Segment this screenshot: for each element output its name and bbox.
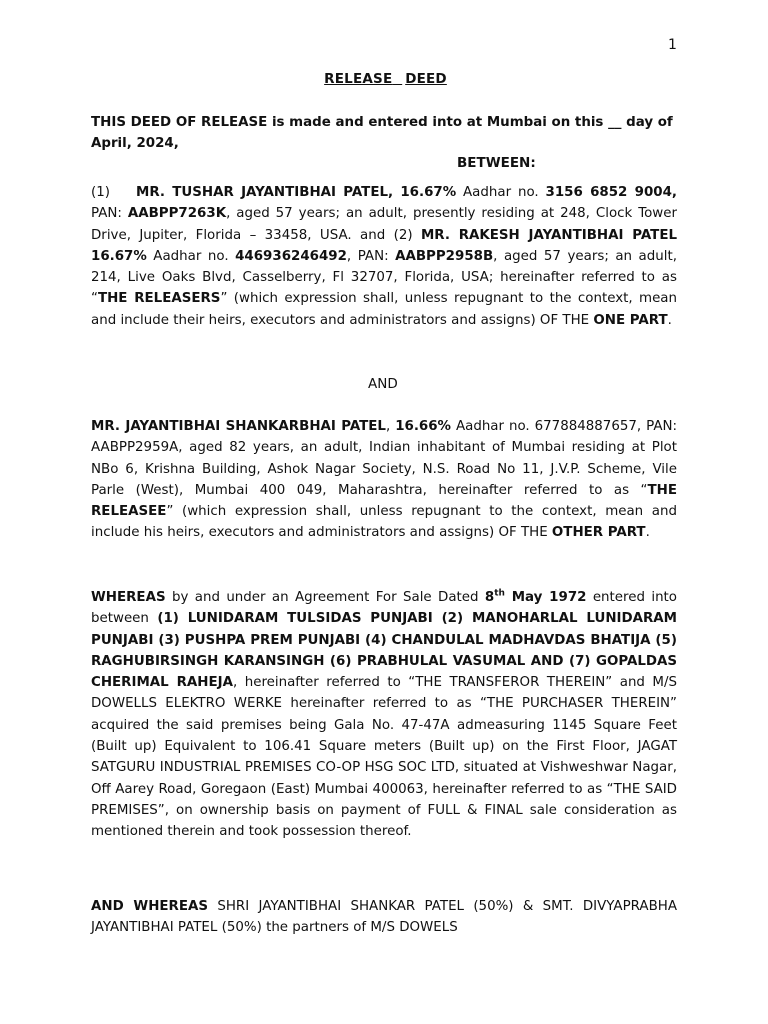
p3-text-2: entered into between — [91, 590, 678, 627]
intro-paragraph: THIS DEED OF RELEASE is made and entered into at Mumbai on this __ day of April, 2024, — [91, 115, 673, 152]
releaser-2-pan: AABPP2958B — [395, 248, 494, 264]
title-word-deed: DEED — [405, 71, 447, 87]
p2-text-4: . — [645, 525, 650, 541]
and-whereas-label: AND WHEREAS — [91, 899, 209, 914]
p4-text-1: SHRI JAYANTIBHAI SHANKAR PATEL (50%) & SMT. DIVYAPRABHA JAYANTIBHAI PATEL (50%) the partners of M/S DOWELS — [91, 899, 677, 936]
p1-text-5: , PAN: — [346, 248, 396, 264]
page-number: 1 — [668, 37, 677, 53]
releaser-2-aadhar: 446936246492 — [235, 248, 347, 264]
p1-text-4: Aadhar no. — [146, 248, 236, 264]
p3-text-1: by and under an Agreement For Sale Dated — [165, 590, 485, 605]
party-number: (1) — [91, 185, 110, 200]
date-month-year: May 1972 — [504, 590, 587, 605]
p2-text-2: Aadhar no. 677884887657, PAN: AABPP2959A, aged 82 years, an adult, Indian inhabitant of Mumbai residing at Plot NBo 6, Krishna Building, Ashok Nagar Society, N.S. Road No 11, J.V.P. Scheme, Vile Parle (West), Mumbai 400 049, Maharashtra, hereinafter referred to as “ — [91, 419, 678, 498]
and-label: AND — [368, 376, 398, 392]
whereas-paragraph — [91, 587, 677, 843]
p3-text-3: , hereinafter referred to “THE TRANSFEROR THEREIN” and M/S DOWELLS ELEKTRO WERKE hereinafter referred to as “THE PURCHASER THEREIN” acquired the said premises being Gala No. 47-47A admeasuring 1145 Square Feet (Built up) Equivalent to 106.41 Square meters (Built up) on the First Floor, JAGAT SATGURU INDUSTRIAL PREMISES CO-OP HSG SOC LTD, situated at Vishweshwar Nagar, Off Aarey Road, Goregaon (East) Mumbai 400063, hereinafter referred to as “THE SAID PREMISES”, on ownership basis on payment of FULL & FINAL sale consideration as mentioned therein and took possession thereof. — [91, 675, 677, 840]
document-title — [0, 71, 768, 87]
and-whereas-paragraph — [91, 896, 677, 939]
title-word-release: RELEASE — [324, 71, 393, 87]
releasee-paragraph — [91, 416, 677, 544]
releaser-2-name: MR. RAKESH JAYANTIBHAI PATEL 16.67% — [91, 227, 677, 264]
p2-text-3: ” (which expression shall, unless repugnant to the context, mean and include his heirs, executors and administrators and assigns) OF THE — [91, 504, 677, 541]
whereas-label: WHEREAS — [91, 590, 166, 605]
releasers-paragraph — [91, 182, 677, 331]
between-heading: BETWEEN: — [457, 155, 536, 171]
p1-text-3: , aged 57 years; an adult, presently residing at 248, Clock Tower Drive, Jupiter, Florida – 33458, USA. and (2) — [91, 206, 677, 243]
one-part-term: ONE PART — [593, 312, 668, 328]
transferor-parties: (1) LUNIDARAM TULSIDAS PUNJABI (2) MANOHARLAL LUNIDARAM PUNJABI (3) PUSHPA PREM PUNJABI (4) CHANDULAL MADHAVDAS BHATIJA (5) RAGHUBIRSINGH KARANSINGH (6) PRABHULAL VASUMAL AND (7) GOPALDAS CHERIMAL RAHEJA — [91, 611, 677, 691]
p1-text-6: , aged 57 years; an adult, 214, Live Oaks Blvd, Casselberry, Fl 32707, Florida, USA; hereinafter referred to as “ — [91, 248, 677, 307]
p1-text-2: PAN: — [91, 206, 128, 222]
p1-text-8: . — [667, 312, 672, 328]
releaser-1-aadhar: 3156 6852 9004, — [545, 185, 678, 200]
releaser-1-name: MR. TUSHAR JAYANTIBHAI PATEL, 16.67% — [136, 185, 457, 200]
releasee-name: MR. JAYANTIBHAI SHANKARBHAI PATEL — [91, 419, 386, 434]
releasee-share: 16.66% — [395, 419, 451, 434]
p1-text-7: ” (which expression shall, unless repugnant to the context, mean and include their heirs, executors and administrators and assigns) OF THE — [91, 291, 677, 328]
other-part-term: OTHER PART — [551, 525, 646, 541]
agreement-date — [485, 590, 587, 605]
date-suffix: th — [494, 588, 505, 599]
releasers-term: THE RELEASERS — [97, 291, 221, 307]
releaser-1-pan: AABPP7263K — [127, 206, 227, 222]
releasee-term: THE RELEASEE — [91, 482, 677, 520]
date-day: 8 — [484, 590, 495, 605]
p2-text-1: , — [385, 419, 396, 434]
p1-text-1: Aadhar no. — [456, 185, 546, 200]
